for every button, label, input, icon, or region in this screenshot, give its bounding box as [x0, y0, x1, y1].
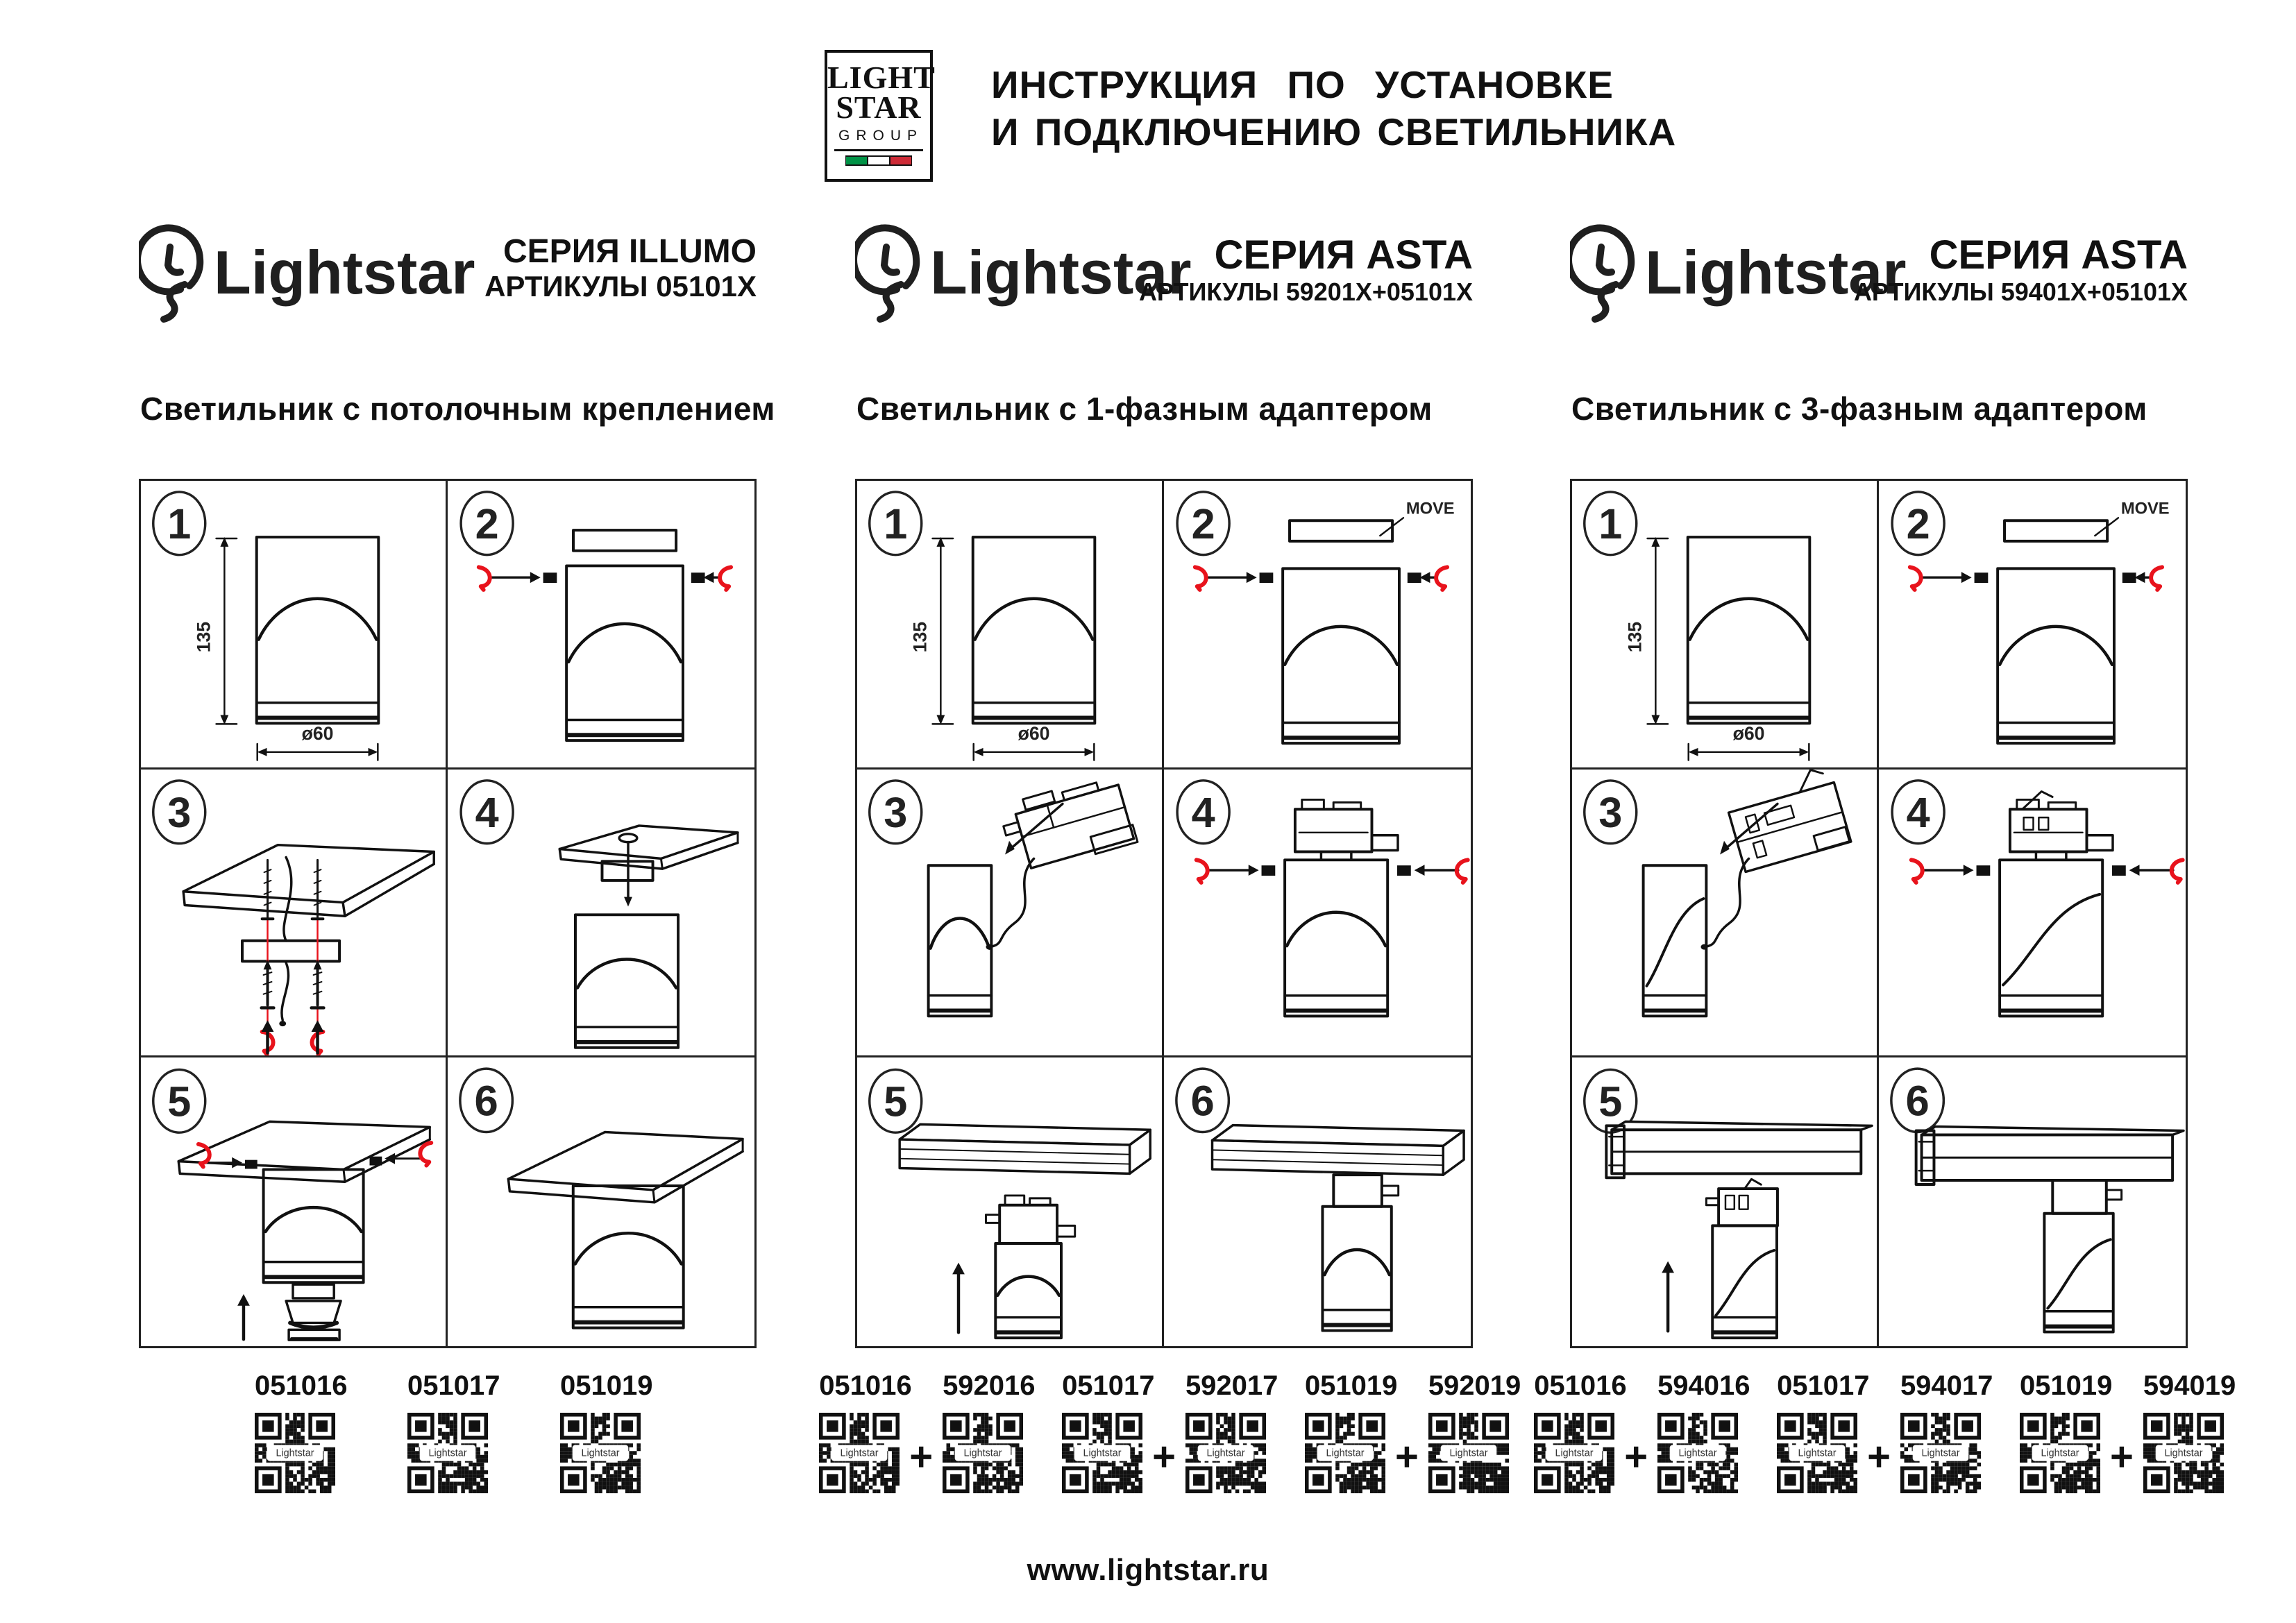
step-2-cell — [1879, 481, 2186, 770]
step-5-cell — [141, 1057, 448, 1346]
series-block — [484, 235, 757, 305]
qr-code-594019 — [2143, 1413, 2224, 1493]
article-number: 051019 — [2019, 1370, 2113, 1401]
qr-item — [407, 1370, 500, 1497]
qr-code-051016 — [819, 1413, 900, 1493]
svg-text:2: 2 — [475, 500, 499, 547]
step-2-cell — [1164, 481, 1471, 770]
step-1-diagram-dims — [857, 481, 1162, 767]
lightstar-wordmark: Lightstar — [1645, 238, 1907, 307]
svg-text:1: 1 — [1598, 500, 1623, 548]
article-number: 051017 — [1062, 1370, 1155, 1401]
column-brand-row — [1570, 222, 2188, 333]
qr-code-592016 — [943, 1413, 1023, 1493]
step-6-cell — [1879, 1057, 2186, 1346]
steps-grid — [139, 479, 757, 1348]
lightstar-bulb-icon — [139, 222, 208, 328]
step-3-cell — [141, 770, 448, 1058]
svg-text:Lightstar: Lightstar — [840, 1447, 879, 1459]
qr-row — [139, 1370, 757, 1497]
qr-item — [1428, 1370, 1521, 1497]
qr-code-051016 — [255, 1413, 335, 1493]
title-line-1: ИНСТРУКЦИЯ ПО УСТАНОВКЕ — [991, 63, 1614, 106]
step-5-diagram-mount-lens — [141, 1057, 446, 1346]
logo-line-group: GROUP — [838, 128, 923, 144]
step-5-diagram-track-insert — [1572, 1057, 1877, 1346]
column-brand-row — [139, 222, 757, 333]
qr-pair — [1777, 1370, 1993, 1497]
svg-text:ø60: ø60 — [301, 723, 334, 745]
step-1-diagram-dims — [141, 481, 446, 767]
svg-text:4: 4 — [1906, 788, 1930, 836]
qr-item — [560, 1370, 653, 1497]
qr-item — [255, 1370, 348, 1497]
svg-text:3: 3 — [884, 788, 908, 836]
qr-code-594017 — [1900, 1413, 1981, 1493]
qr-code-051019 — [1305, 1413, 1385, 1493]
column-subtitle: Светильник с 3-фазным адаптером — [1571, 391, 2147, 427]
article-number: 051016 — [1534, 1370, 1627, 1401]
flag-green — [845, 155, 868, 166]
qr-row — [819, 1370, 1521, 1497]
qr-code-051017 — [1062, 1413, 1142, 1493]
svg-text:Lightstar: Lightstar — [1678, 1447, 1717, 1459]
column-3 — [1534, 222, 2236, 1479]
series-name: СЕРИЯ ASTA — [1929, 232, 2188, 278]
qr-pair — [1062, 1370, 1278, 1497]
article-number: 592019 — [1428, 1370, 1521, 1401]
qr-pair — [2019, 1370, 2236, 1497]
qr-code-051016 — [1534, 1413, 1614, 1493]
step-6-diagram-mounted — [448, 1057, 754, 1346]
qr-item — [2019, 1370, 2113, 1497]
flag-white — [868, 155, 890, 166]
svg-text:Lightstar: Lightstar — [1921, 1447, 1960, 1459]
step-6-diagram-track-mounted — [1879, 1057, 2186, 1346]
qr-code-592017 — [1185, 1413, 1266, 1493]
qr-item — [1657, 1370, 1750, 1497]
qr-pair — [819, 1370, 1036, 1497]
lightstar-wordmark: Lightstar — [930, 238, 1192, 307]
svg-text:5: 5 — [1598, 1078, 1623, 1125]
step-4-cell — [1164, 770, 1471, 1058]
svg-text:5: 5 — [167, 1078, 192, 1125]
logo-line-light: LIGHT — [827, 60, 936, 95]
svg-text:MOVE: MOVE — [2120, 500, 2170, 518]
qr-code-051017 — [407, 1413, 488, 1493]
article-number: 594017 — [1900, 1370, 1993, 1401]
series-name: СЕРИЯ ILLUMO — [503, 233, 757, 270]
qr-item — [1777, 1370, 1870, 1497]
qr-code-592019 — [1428, 1413, 1509, 1493]
italian-flag-icon — [827, 155, 930, 166]
step-5-cell — [1572, 1057, 1879, 1346]
svg-text:ø60: ø60 — [1732, 723, 1765, 745]
svg-text:1: 1 — [884, 500, 908, 548]
step-3-cell — [1572, 770, 1879, 1058]
svg-text:Lightstar: Lightstar — [2041, 1447, 2079, 1459]
step-3-diagram-ceiling — [141, 770, 446, 1056]
steps-grid — [855, 479, 1473, 1348]
column-subtitle: Светильник с 1-фазным адаптером — [856, 391, 1433, 427]
qr-code-051019 — [560, 1413, 641, 1493]
series-articles: АРТИКУЛЫ 59401X+05101X — [1853, 277, 2188, 306]
qr-item — [943, 1370, 1036, 1497]
series-block — [1853, 232, 2188, 307]
svg-text:6: 6 — [1190, 1077, 1215, 1125]
step-1-cell — [141, 481, 448, 770]
step-6-diagram-track-mounted — [1164, 1057, 1471, 1346]
svg-text:3: 3 — [1598, 788, 1623, 836]
step-6-cell — [448, 1057, 754, 1346]
plus-sign: + — [1394, 1434, 1419, 1479]
plus-sign: + — [2109, 1434, 2134, 1479]
article-number: 051016 — [255, 1370, 348, 1401]
lightstar-group-logo — [825, 50, 936, 182]
article-number: 051017 — [1777, 1370, 1870, 1401]
lightstar-bulb-icon — [855, 222, 925, 328]
flag-red — [890, 155, 912, 166]
article-number: 594016 — [1657, 1370, 1750, 1401]
plus-sign: + — [1624, 1434, 1648, 1479]
step-4-diagram-adapter-on-cylinder — [1164, 770, 1471, 1056]
svg-text:Lightstar: Lightstar — [1449, 1447, 1488, 1459]
page-title — [991, 63, 1677, 153]
step-6-cell — [1164, 1057, 1471, 1346]
svg-text:Lightstar: Lightstar — [1555, 1447, 1594, 1459]
series-articles: АРТИКУЛЫ 05101X — [484, 270, 757, 303]
qr-pair — [1304, 1370, 1521, 1497]
step-1-cell — [857, 481, 1164, 770]
step-3-diagram-adapter-cable — [857, 770, 1162, 1056]
svg-text:135: 135 — [1624, 621, 1646, 653]
step-5-cell — [857, 1057, 1164, 1346]
article-number: 592017 — [1185, 1370, 1278, 1401]
qr-code-051019 — [2020, 1413, 2100, 1493]
qr-item — [1304, 1370, 1398, 1497]
qr-row — [1534, 1370, 2236, 1497]
svg-text:Lightstar: Lightstar — [2164, 1447, 2203, 1459]
qr-code-594016 — [1657, 1413, 1738, 1493]
column-2 — [819, 222, 1521, 1479]
svg-text:135: 135 — [193, 621, 214, 653]
article-number: 051016 — [819, 1370, 912, 1401]
svg-text:1: 1 — [167, 500, 192, 548]
plus-sign: + — [1152, 1434, 1176, 1479]
logo-divider — [834, 149, 923, 151]
logo-line-star: STAR — [836, 90, 922, 126]
svg-text:2: 2 — [1906, 500, 1930, 547]
step-4-cell — [1879, 770, 2186, 1058]
article-number: 594019 — [2143, 1370, 2236, 1401]
qr-code-051017 — [1777, 1413, 1857, 1493]
column-1 — [139, 222, 775, 1459]
qr-item — [1534, 1370, 1627, 1497]
svg-text:2: 2 — [1191, 500, 1215, 547]
qr-item — [2143, 1370, 2236, 1497]
step-4-diagram-plate-screw — [448, 770, 754, 1056]
series-articles: АРТИКУЛЫ 59201X+05101X — [1138, 277, 1473, 306]
series-block — [1138, 232, 1473, 307]
step-4-cell — [448, 770, 754, 1058]
qr-item — [819, 1370, 912, 1497]
step-2-diagram-cap — [448, 481, 754, 767]
step-1-diagram-dims — [1572, 481, 1877, 767]
svg-text:6: 6 — [1905, 1077, 1930, 1125]
qr-item — [1062, 1370, 1155, 1497]
svg-text:135: 135 — [909, 621, 931, 653]
svg-text:Lightstar: Lightstar — [963, 1447, 1002, 1459]
qr-pair — [1534, 1370, 1750, 1497]
svg-text:Lightstar: Lightstar — [276, 1447, 314, 1459]
step-5-diagram-track-insert — [857, 1057, 1162, 1346]
svg-text:Lightstar: Lightstar — [1206, 1447, 1245, 1459]
article-number: 051017 — [407, 1370, 500, 1401]
svg-text:Lightstar: Lightstar — [1083, 1447, 1122, 1459]
step-2-diagram-cap — [1164, 481, 1471, 767]
series-name: СЕРИЯ ASTA — [1214, 232, 1473, 278]
svg-text:3: 3 — [167, 788, 192, 836]
svg-text:5: 5 — [884, 1078, 908, 1125]
svg-text:Lightstar: Lightstar — [1798, 1447, 1837, 1459]
lightstar-bulb-icon — [1570, 222, 1639, 328]
qr-item — [1185, 1370, 1278, 1497]
svg-text:Lightstar: Lightstar — [581, 1447, 620, 1459]
lightstar-wordmark: Lightstar — [214, 238, 475, 307]
title-line-2: И ПОДКЛЮЧЕНИЮ СВЕТИЛЬНИКА — [991, 110, 1677, 153]
svg-text:6: 6 — [474, 1077, 498, 1125]
step-2-cell — [448, 481, 754, 770]
plus-sign: + — [909, 1434, 934, 1479]
step-2-diagram-cap — [1879, 481, 2186, 767]
svg-text:4: 4 — [475, 788, 499, 836]
article-number: 051019 — [560, 1370, 653, 1401]
plus-sign: + — [1867, 1434, 1891, 1479]
svg-text:Lightstar: Lightstar — [1326, 1447, 1365, 1459]
svg-text:MOVE: MOVE — [1406, 500, 1455, 518]
article-number: 592016 — [943, 1370, 1036, 1401]
step-4-diagram-adapter-on-cylinder — [1879, 770, 2186, 1056]
step-3-cell — [857, 770, 1164, 1058]
step-1-cell — [1572, 481, 1879, 770]
qr-item — [1900, 1370, 1993, 1497]
website-url: www.lightstar.ru — [1027, 1553, 1269, 1587]
steps-grid — [1570, 479, 2188, 1348]
article-number: 051019 — [1304, 1370, 1398, 1401]
column-subtitle: Светильник с потолочным креплением — [140, 391, 775, 427]
svg-text:ø60: ø60 — [1018, 723, 1050, 745]
column-brand-row — [855, 222, 1473, 333]
svg-text:Lightstar: Lightstar — [428, 1447, 467, 1459]
step-3-diagram-adapter-cable — [1572, 770, 1877, 1056]
svg-text:4: 4 — [1191, 788, 1215, 836]
